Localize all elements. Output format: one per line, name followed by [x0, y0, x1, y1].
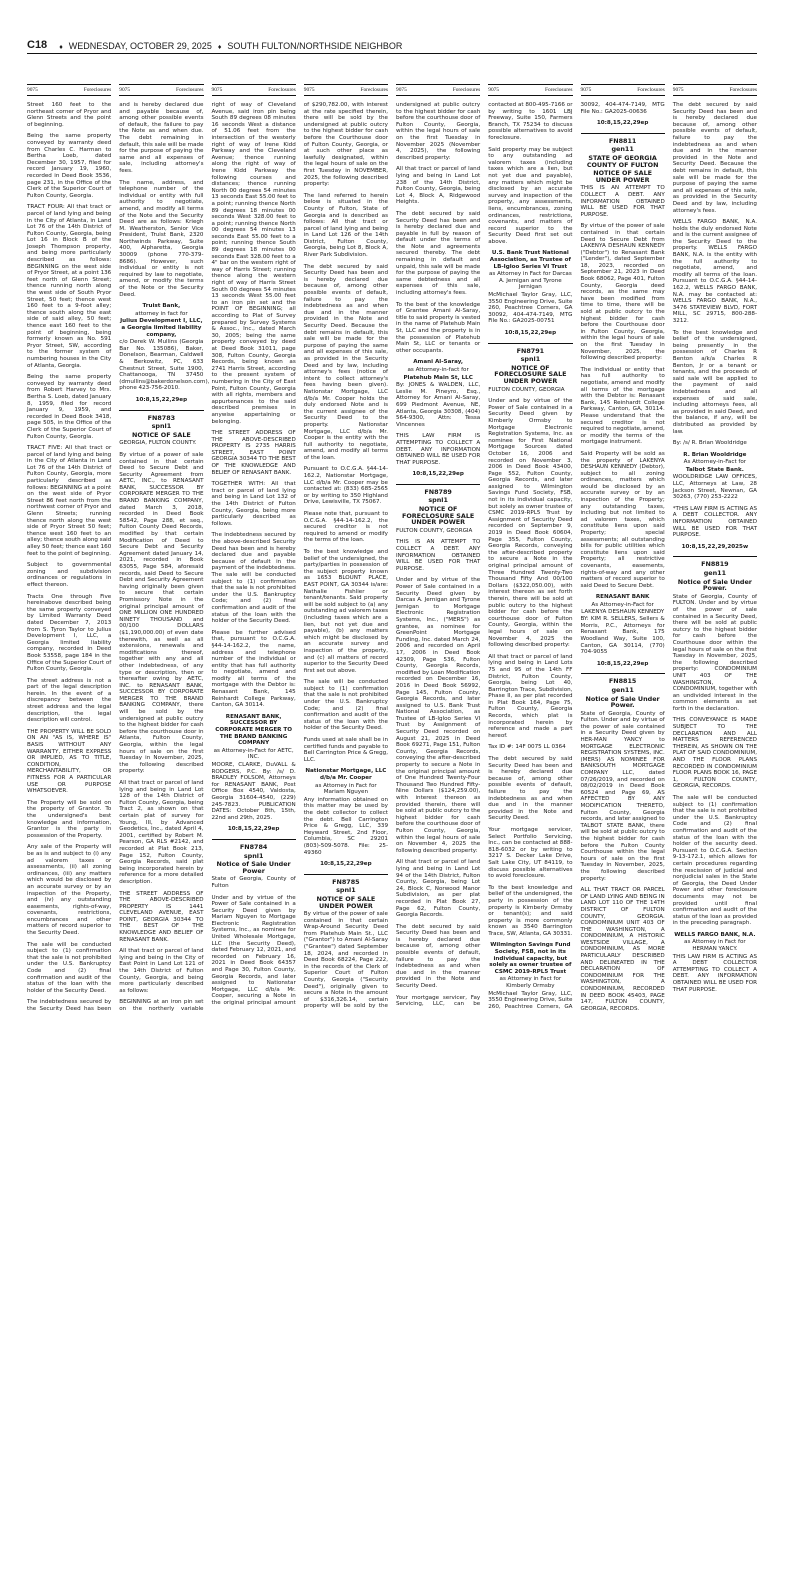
notice-paragraph: c/o Derek W. Mullins (Georgia Bar No. 135086), Baker, Donelson, Bearman, Caldwell & Berkowitz, PC, 633 Chestnut Street, Suite 1900, Chattanooga, TN 37450 (dmullins@bakerdonelson.com), phone 423-756-2010.: [119, 339, 210, 392]
notice-heading: FN8784: [239, 842, 268, 851]
notice-heading: STATE OF GEORGIA COUNTY OF FULTON: [586, 153, 659, 169]
notice-paragraph: WELLS FARGO BANK, N.A. holds the duly endorsed Note and is the current assignee of the Security Deed to the property. WELLS FARGO BANK, N.A. is the entity with the full authority to negotiate, amend, and modify all terms of the loan. Pursuant to O.C.G.A. §44-14-162.2, WELLS FARGO BANK, N.A. may be contacted at: WELLS FARGO BANK, N.A., 3476 STATEVIEW BLVD, FORT MILL, SC 29715, 800-288-3212.: [672, 219, 757, 324]
notice-heading: Notice of Sale Under Power.: [677, 577, 752, 593]
notice-paragraph: Said property may be subject to any outstanding ad valorem taxes (including taxes which are a lien, but not yet due and payable), any matters which might be disclosed by an accurate survey and inspection of the property, any assessments, liens, encumbrances, zoning ordinances, restrictions, covenants, and matters of record superior to the Security Deed first set out above.: [488, 146, 573, 245]
notice-paragraph: GEORGIA, FULTON COUNTY.: [119, 440, 197, 447]
notice-paragraph: Under and by virtue of the Power of Sale contained in a Security Deed given by Mariam Nguyen to Mortgage Electronic Registration Systems, Inc., as nominee for United Wholesale Mortgage, LLC (the Security Deed), dated February 12, 2021, and recorded on February 16, 2021 in Deed Book 64357 and Page 30, Fulton County, Georgia Records, and later assigned to Nationstar Mortgage, LLC d/b/a Mr. Cooper, securing a Note in the original principal amount of $290,782.00, with interest at the rate specified therein, there will be sold by the undersigned at public outcry to the highest bidder for cash before the Courthouse door of Fulton County, Georgia, or at such other place as lawfully designated, within the legal hours of sale on the first Tuesday in NOVEMBER, 2025, the following described property:: [211, 102, 388, 1006]
classified-category: Foreclosures: [452, 87, 481, 93]
notice-paragraph: To the best knowledge and belief of the undersigned, being presently in the possession of Charles R Benton a/k/a Charles R Benton, Jr or a tenant or tenants, and the proceeds of said sale will be applied to the payment of said indebtedness and all expenses of said sale, including attorneys fees, all as provided in said Deed, and the balance, if any, will be distributed as provided by law.: [672, 329, 757, 435]
notice-paragraph: THE STREET ADDRESS OF THE ABOVE-DESCRIBED PROPERTY IS 2735 HARRIS STREET, EAST POINT GEORGIA 30344 TO THE BEST OF THE KNOWLEDGE AND BELIEF OF RENASANT BANK.: [211, 430, 296, 476]
notice-party-name: WELLS FARGO BANK, N.A.: [674, 931, 756, 938]
classified-category: Foreclosures: [729, 87, 757, 93]
publication-run-dates: 10:8,15,22,29ep: [227, 826, 280, 833]
notice-paragraph: BEGINNING at an iron pin set on the northerly variable right of way of Cleveland Avenue, said iron pin being South 89 degrees 08 minutes 16 seconds West a distance of 51.06 feet from the intersection of the westerly right of way of Irene Kidd Parkway and the Cleveland Avenue; thence running along the right of way of Irene Kidd Parkway the following courses and distances; thence running North 00 degrees 54 minutes 13 seconds East 55.00 feet to a point; running thence North 89 degrees 18 minutes 00 seconds West 328.00 feet to a point; running thence North 00 degrees 54 minutes 13 seconds East 55.00 feet to a point; running thence South 89 degrees 18 minutes 00 seconds East 328.00 feet to a 4" bar on the western right of way of Harris Street; running thence along the western right of way of Harris Street South 00 degrees 54 minutes 13 seconds West 55.00 feet to an iron pin set and the POINT OF BEGINNING; all according to Plat of Survey prepared by Survey Systems & Assoc., Inc., dated March 30, 2005; being the same property conveyed by deed at Deed Book 31011, page 308, Fulton County, Georgia Records, being known as 2741 Harris Street, according to the present system of numbering in the City of East Point, Fulton County, Georgia with all rights, members and appurtenances to the said described premises in anywise appertaining or belonging.: [119, 102, 296, 1012]
notice-paragraph: The indebtedness secured by the above-described Security Deed has been and is hereby declared due and payable because of default in the payment of the indebtedness. The sale will be conducted subject to (1) confirmation that the sale is not prohibited under the U.S. Bankruptcy Code; and (2) final confirmation and audit of the status of the loan with the holder of the Security Deed.: [211, 532, 296, 625]
notice-heading: gen11: [611, 145, 634, 154]
notice-paragraph: The street address is not a part of the legal description herein. In the event of a discrepancy between the street address and the legal description, the legal description will control.: [27, 677, 112, 724]
notice-attorney-line: as Attorney in Fact for Kimberly Ormsby: [499, 976, 562, 990]
notice-paragraph: Please be further advised that, pursuant to O.C.G.A. §44-14-162.2, the name, address and telephone number of the individual or entity that has full authority to negotiate, amend and modify all terms of the mortgage with the Debtor is: Renasant Bank, 145 Reinhardt College Parkway, Canton, GA 30114.: [211, 629, 296, 709]
publication-run-dates: 10:8,15,22,29ep: [596, 660, 649, 667]
publication-run-dates: 10:8,15,22,29ep: [504, 330, 557, 336]
notice-paragraph: Subject to governmental zoning and subdivision ordinances or regulations in effect thereon.: [27, 562, 112, 588]
notice-heading: FN8815: [608, 677, 637, 686]
classified-code: 9075: [303, 87, 315, 93]
notice-paragraph: THIS CONVEYANCE IS MADE SUBJECT TO THE DECLARATION AND ALL MATTERS REFERENCED THEREIN, AS SHOWN ON THE PLAT OF SAID CONDOMINIUM, AND THE FLOOR PLANS RECORDED IN CONDOMINIUM FLOOR PLANS BOOK 16, PAGE 1, FULTON COUNTY, GEORGIA, RECORDS.: [672, 717, 757, 790]
notice-heading: NOTICE OF SALE UNDER POWER: [316, 894, 376, 910]
notice-party-name: RENASANT BANK, SUCCESSOR BY CORPORATE MERGER TO THE BRAND BANKING COMPANY: [215, 713, 292, 747]
notice-paragraph: McMichael Taylor Gray, LLC, 3550 Engineering Drive, Suite 260, Peachtree Corners, GA 30092, 404-474-7149, MTG File No.: GA2025-00751: [488, 292, 573, 325]
notice-paragraph: The debt secured by said Security Deed has been and is hereby declared due because of, among other possible events of default, failure to pay the indebtedness as and when due and in the manner provided in the Note and Security Deed. Because the debt remains in default, this sale will be made for the purpose of paying the same and all expenses of this sale, as provided in the Security Deed and by law, including attorney's fees (notice of intent to collect attorney's fees having been given). Nationstar Mortgage, LLC d/b/a Mr. Cooper holds the duly endorsed Note and is the current assignee of the Security Deed to the property. Nationstar Mortgage, LLC d/b/a Mr. Cooper is the entity with the full authority to negotiate, amend, and modify all terms of the loan.: [303, 263, 388, 461]
notice-heading: FN8789: [424, 487, 452, 496]
classified-category: Foreclosures: [83, 87, 112, 93]
notice-paragraph: Street 160 feet to the northeast corner of Pryor and Glenn Streets and the point of beginning.: [27, 102, 112, 128]
notice-paragraph: To the best knowledge and belief of the undersigned, the party in possession of the property is Kimberly Ormsby or tenant(s); and said property is more commonly known as 3540 Barrington Trace, SW, Atlanta, GA 30331.: [488, 884, 573, 937]
notice-paragraph: TRACT FIVE: All that tract or parcel of land lying and being in the City of Atlanta in Land Lot 76 of the 14th District of Fulton County, Georgia, more particularly described as follows: BEGINNING at a point on the west side of Pryor Street 86 feet north from the northwest corner of Pryor and Glenn Streets; running thence north along the west side of Pryor Street 50 feet; thence west 160 feet to an alley; thence south along said alley 50 feet; thence east 160 feet to the point of beginning.: [27, 445, 112, 557]
notice-paragraph: TOGETHER WITH: All that tract or parcel of land lying and being in Land Lot 132 of the 14th District of Fulton County, Georgia, being more particularly described as follows.: [211, 481, 296, 527]
notice-paragraph: All that tract or parcel of land lying and being in Land Lot 94 of the 14th District, Fulton County, Georgia, being Lot 24, Block C, Norwood Manor Subdivision, as per plat recorded in Plat Book 27, Page 62, Fulton County, Georgia Records.: [396, 859, 481, 919]
notice-paragraph: Said Property will be sold as the property of LAKENYA DESHAUN KENNEDY (Debtor), subject to all zoning ordinances, matters which would be disclosed by an accurate survey or by an inspection of the Property; any outstanding taxes, including but not limited to ad valorem taxes, which constitute liens upon said Property; special assessments; all outstanding bills for public utilities which constitute liens upon said Property; all restrictive covenants, easements, rights-of-way and any other matters of record superior to said Deed to Secure Debt.: [580, 450, 665, 589]
column-header: [488, 84, 572, 96]
notice-paragraph: All that tract or parcel of land lying and being in the City of East Point in Land Lot 121 of the 14th District of Fulton County, Georgia, and being more particularly described as follows:: [119, 948, 204, 994]
notice-party-name: U.S. Bank Trust National Association, as Trustee of LB-Igloo Series VI Trust: [489, 250, 571, 270]
notice-attorney-line: as Attorney in Fact for Darcas A. Jernigan and Tyrone Jernigan: [488, 271, 572, 291]
notice-paragraph: Funds used at sale shall be in certified funds and payable to Bell Carrington Price & Gregg, LLC.: [303, 737, 388, 763]
notice-paragraph: THIS LAW FIRM IS ATTEMPTING TO COLLECT A DEBT. ANY INFORMATION OBTAINED WILL BE USED FOR THAT PURPOSE.: [396, 433, 481, 466]
notice-party-name: Talbot State Bank.: [685, 466, 744, 473]
notice-paragraph: Under and by virtue of the Power of Sale contained in a Security Deed given by Kimberly Ormsby to Mortgage Electronic Registration Systems, Inc. as nominee for First National Mortgage Sources dated October 16, 2006 and recorded on November 3, 2006 in Deed Book 43400, Page 552, Fulton County, Georgia Records, and later assigned to Wilmington Savings Fund Society, FSB, not in its individual capacity, but solely as owner trustee of CSMC 2019-RPL5 Trust by Assignment of Security Deed recorded on September 9, 2019 in Deed Book 60604, Page 355, Fulton County, Georgia Records, conveying the after-described property to secure a Note in the original principal amount of Three Hundred Twenty-Two Thousand Fifty And 00/100 Dollars ($322,050.00), with interest thereon as set forth therein, there will be sold at public outcry to the highest bidder for cash before the courthouse door of Fulton County, Georgia, within the legal hours of sale on November 4, 2025 the following described property:: [488, 398, 573, 649]
notice-paragraph: THE STREET ADDRESS OF THE ABOVE-DESCRIBED PROPERTY IS 1441 CLEVELAND AVENUE, EAST POINT, GEORGIA 30344 TO THE BEST OF THE KNOWLEDGE AND BELIEF OF RENASANT BANK.: [119, 890, 204, 943]
classified-category: Foreclosures: [175, 87, 204, 93]
notice-paragraph: By virtue of the power of sale contained in that certain Wrap-Around Security Deed from Platehub Main St., LLC ("Grantor") to Amani Al-Saray ("Grantee") dated September 18, 2024, and recorded in Deed Book 68224, Page 222, in the records of the Clerk of Superior Court of Fulton County, Georgia ("Security Deed"), originally given to secure a Note in the amount of $316,326.14, certain property will be sold by the undersigned at public outcry to the highest bidder for cash before the courthouse door of Fulton County, Georgia, within the legal hours of sale on the first Tuesday in November 2025 (November 4, 2025), the following described property:: [303, 102, 481, 1010]
notice-paragraph: By: JONES & WALDEN, LLC, Leslie M. Pineyro, Esq., Attorney for Amani Al-Saray, 699 Piedmont Avenue, NE, Atlanta, Georgia 30308, (404) 564-9300, Attn: Tessa Vincennes: [396, 382, 481, 428]
classified-code: 9075: [580, 87, 592, 93]
classified-category: Foreclosures: [544, 87, 573, 93]
notice-paragraph: TRACT FOUR: All that tract or parcel of land lying and being in the City of Atlanta, in Land Lot 76 of the 14th District of Fulton County, Georgia, being Lot 16 in Block B of the Joseph Thompson property, and being more particularly described as follows: BEGINNING on the west side of Pryor Street, at a point 136 feet north of Glenn Street; thence running north along the west side of South Pryor Street, 50 feet; thence west 160 feet to a 9-foot alley; thence south along the east side of said alley, 50 feet; thence east 160 feet to the point of beginning, being formerly known as No. 591 Pryor Street, SW, according to the former system of numbering houses in the City of Atlanta, Georgia.: [27, 204, 112, 369]
notice-heading: FN8819: [701, 560, 729, 569]
notice-paragraph: To the best of the knowledge of Grantee Amani Al-Saray, title to said property is vested in the name of Platehub Main St, LLC and the property is in the possession of Platehub Main St, LLC or tenants or other occupants.: [396, 301, 481, 354]
notice-heading: FN8811: [608, 136, 637, 145]
notice-party-name: Wilmington Savings Fund Society, FSB, not in its individual capacity, but solely as owner trustee of CSMC 2019-RPL5 Trust: [489, 942, 572, 975]
notice-party-name: Truist Bank,: [142, 303, 181, 310]
column-header: [581, 84, 665, 96]
publication-run-dates: 10:8,15,22,29ep: [412, 471, 464, 478]
notice-heading: NOTICE OF SALE: [131, 430, 191, 439]
column-header: [119, 84, 203, 96]
classified-category: Foreclosures: [360, 87, 388, 93]
notice-paragraph: McMichael Taylor Gray, LLC, 3550 Engineering Drive, Suite 260, Peachtree Corners, GA 30092, 404-474-7149, MTG File No.: GA2025-00636: [488, 102, 665, 1010]
notice-paragraph: Tracts One through Five hereinabove described being the same property conveyed by Limited Warranty Deed dated December 7, 2013 from S. Tyron Taylor to Julius Development I, LLC, a Georgia limited liability company, recorded in Deed Book 53558, page 184 in the Office of the Superior Court of Fulton County, Georgia.: [27, 593, 112, 673]
notice-paragraph: WOOLDRIDGE LAW OFFICES, LLC, Attorneys at Law, 28 Jackson Street, Newnan, GA 30263, (770) 253-2222: [672, 474, 757, 501]
notice-party-name: Platehub Main St, LLC: [403, 374, 473, 381]
notice-paragraph: The Property will be sold on the property of Grantor. To the undersigned's best knowledge and information, Grantor is the party in possession of the Property.: [27, 799, 112, 839]
notice-paragraph: Please note that, pursuant to O.C.G.A. §44-14-162.2, the secured creditor is not required to amend or modify the terms of the loan.: [303, 511, 388, 544]
notice-paragraph: THIS IS AN ATTEMPT TO COLLECT A DEBT. ANY INFORMATION OBTAINED WILL BE USED FOR THAT PURPOSE.: [396, 539, 481, 572]
notice-attorney-line: attorney in fact for: [135, 310, 188, 317]
notice-paragraph: The sale will be conducted subject to (1) confirmation that the sale is not prohibited under the U.S. Bankruptcy Code; and (2) final confirmation and audit of the status of the loan with the holder of the Security Deed.: [303, 679, 388, 732]
notice-paragraph: The debt secured by said Security Deed has been and is hereby declared due because of, among other possible events of default, failure to pay the indebtedness as and when due and in the manner provided in the Note and Security Deed.: [396, 923, 481, 990]
column-header: [212, 84, 296, 96]
notice-heading: Notice of Sale Under Power: [216, 860, 291, 875]
classified-category: Foreclosures: [637, 87, 665, 93]
notice-divider: [488, 343, 572, 344]
notice-heading: Notice of Sale Under Power.: [585, 694, 660, 710]
diamond-separator-icon: ♦: [59, 44, 63, 51]
notice-paragraph: Any information obtained on this matter may be used by the debt collector to collect the debt. Bell Carrington Price & Gregg, LLC, 339 Heyward Street, 2nd Floor, Columbia, SC 29201 (803)-509-5078. File: 25-49360: [303, 796, 388, 856]
notice-paragraph: THIS IS AN ATTEMPT TO COLLECT A DEBT. ANY INFORMATION OBTAINED WILL BE USED FOR THAT PURPOSE.: [580, 185, 665, 218]
classified-code: 9075: [488, 87, 500, 93]
notice-divider: [212, 839, 296, 840]
publication-run-dates: 10:8,15,22,29ep: [596, 120, 649, 127]
notice-paragraph: State of Georgia, County of Fulton. Under and by virtue of the power of sale contained in a Security Deed given by HER-MAN YANCY to MORTGAGE ELECTRONIC REGISTRATION SYSTEMS, INC. (MERS) AS NOMINEE FOR BANKSOUTH MORTGAGE COMPANY LLC, dated 07/26/2019, and recorded on 08/02/2019 in Deed Book 60524 and Page 69, AS AFFECTED BY ANY MODIFICATION THERETO, Fulton County, Georgia records, and later assigned to TALBOT STATE BANK, there will be sold at public outcry to the highest bidder for cash before the Fulton County Courthouse within the legal hours of sale on the first Tuesday in November, 2025, the following described property:: [580, 710, 665, 882]
notice-paragraph: All that tract or parcel of land lying and being in Land Lots 75 and 95 of the 14th FF District, Fulton County, Georgia, being Lot 40, Barrington Trace, Subdivision, Phase II, as per plat recorded in Plat Book 164, Page 75, Fulton County, Georgia Records, which plat is incorporated herein by reference and made a part hereof.: [488, 653, 573, 739]
notice-heading: NOTICE OF FORECLOSURE SALE UNDER POWER: [494, 363, 567, 385]
notice-paragraph: FULTON COUNTY, GEORGIA: [396, 527, 473, 534]
notice-heading: gen11: [703, 569, 727, 577]
notice-heading: NOTICE OF FORECLOSURE SALE UNDER POWER: [401, 505, 475, 527]
notice-paragraph: The sale will be conducted subject to (1) confirmation that the sale is not prohibited under the U.S. Bankruptcy Code and (2) final confirmation and audit of the status of the loan with the holder of the Security Deed.: [27, 941, 112, 994]
notice-heading: spnl1: [243, 851, 264, 860]
diamond-separator-icon: ♦: [217, 44, 222, 51]
classified-code: 9075: [211, 87, 223, 93]
notice-attorney-line: As Attorney-in-Fact for: [683, 459, 747, 466]
publication-date: WEDNESDAY, OCTOBER 29, 2025: [68, 41, 212, 51]
notice-paragraph: The land referred to herein below is situated in the County of Fulton, State of Georgia and is described as follows: All that tract or parcel of land lying and being in Land Lot 126 of the 14th District, Fulton County, Georgia, being Lot 8, Block A, River Park Subdivision.: [303, 192, 388, 259]
notice-heading: FN8783: [147, 413, 176, 422]
notice-heading: spnl1: [428, 496, 448, 505]
notice-paragraph: Being the same property conveyed by warranty deed from Charles C. Harman to Bertha Loeb, dated December 30, 1957, filed for record January 19, 1960, recorded in Deed Book 3536, page 231, in the Office of the Clerk of the Superior Court of Fulton County, Georgia.: [27, 133, 112, 199]
notice-paragraph: Your mortgage servicer, Fay Servicing, LLC, can be contacted at 800-495-7166 or by writing to 1601 LBJ Freeway, Suite 150, Farmers Branch, TX 75234 to discuss possible alternatives to avoid foreclosure.: [396, 102, 573, 1008]
notice-heading: NOTICE OF SALE UNDER POWER: [593, 169, 653, 184]
notice-paragraph: Being the same property conveyed by warranty deed from Robert Harvey to Mrs. Bertha S. Loeb, dated January 8, 1959, filed for record January 9, 1959, and recorded in Deed Book 3418, page 505, in the Office of the Clerk of the Superior Court of Fulton County, Georgia.: [27, 374, 112, 440]
notice-paragraph: The debt secured by said Security Deed has been and is hereby declared due because of, among other possible events of default, failure to pay the indebtedness as and when due and in the manner provided in the Note and Security Deed.: [488, 756, 573, 822]
notice-paragraph: MOORE, CLARKE, DuVALL & RODGERS, P.C. By: /s/ D. BRADLEY FOLSOM, Attorneys for RENASANT BANK, Post Office Box 4540, Valdosta, Georgia 31604-4540, (229) 245-7823. PUBLICATION DATES: October 8th, 15th, 22nd and 29th, 2025.: [211, 762, 296, 821]
notice-paragraph: All that tract or parcel of land lying and being in Land Lot 128 of the 14th District of Fulton County, Georgia, being Tract 2, as shown on that certain plat of survey for Young, III, by Advanced Geodetics, Inc., dated April 4, 2001, certified by Robert M. Pearson, GA RLS #2142, and recorded at Plat Book 213, Page 152, Fulton County, Georgia Records, said plat being incorporated herein by reference for a more detailed description.: [119, 780, 204, 885]
notice-paragraph: FULTON COUNTY, GEORGIA: [488, 386, 565, 393]
notice-paragraph: The debt secured by said Security Deed has been and is hereby declared due and payable in full by reason of default under the terms of the Note and agreements secured thereby. The debt remaining in default and unpaid, this sale will be made for the purpose of paying the same debtedness and all expenses of this sale, including attorney's fees.: [396, 210, 481, 297]
notice-paragraph: Any sale of the Property will be as is and subject to (i) any ad valorem taxes or assessments, (ii) all zoning ordinances, (iii) any matters which would be disclosed by an accurate survey or by an inspection of the Property, and (iv) any outstanding easements, rights-of-way, covenants, restrictions, encumbrances and other matters of record superior to the Security Deed.: [27, 844, 112, 937]
column-header: [673, 84, 757, 96]
notice-attorney-line: as Attorney-in-fact for: [407, 366, 469, 373]
classified-category: Foreclosures: [268, 87, 296, 93]
notice-paragraph: The indebtedness secured by the Security Deed has been and is hereby declared due and payable because of, among other possible events of default, the failure to pay the Note as and when due. The debt remaining in default, this sale will be made for the purpose of paying the same and all expenses of sale, including attorney's fees.: [27, 102, 204, 1012]
column-header: [304, 84, 388, 96]
publication-run-dates: 10:8,15,22,29,2025w: [681, 543, 749, 550]
notice-heading: FN8785: [332, 877, 360, 886]
notice-paragraph: By virtue of a power of sale contained in that certain Deed to Secure Debt and Security Agreement from AETC, INC., to RENASANT BANK, SUCCESSOR BY CORPORATE MERGER TO THE BRAND BANKING COMPANY, dated March 3, 2018, recorded in Deed Book 58542, Page 288, et seq., Fulton County Deed Records, modified by that certain Modification of Deed to Secure Debt and Security Agreement dated January 14, 2021, recorded in Book 63055, Page 584, aforesaid records, said Deed to Secure Debt and Security Agreement having originally been given to secure that certain Promissory Note in the original principal amount of ONE MILLION ONE HUNDRED NINETY THOUSAND and 00/100 DOLLARS ($1,190,000.00) of even date therewith, as well as all extensions, renewals and modifications thereof, together with any and all other indebtedness, of any type or description, then or thereafter owing by AETC, INC. to RENASANT BANK, SUCCESSOR BY CORPORATE MERGER TO THE BRAND BANKING COMPANY, there will be sold by the undersigned at public outcry to the highest bidder for cash before the courthouse door in Atlanta, Fulton County, Georgia, within the legal hours of sale on the first Tuesday in November, 2025, the following described property:: [119, 451, 204, 775]
column-header: [396, 84, 480, 96]
notice-party-name: Julius Development I, LLC, a Georgia limited liability company,: [120, 318, 203, 338]
notice-paragraph: THIS LAW FIRM IS ACTING AS A DEBT COLLECTOR ATTEMPTING TO COLLECT A DEBT. ANY INFORMATION OBTAINED WILL BE USED FOR THAT PURPOSE.: [672, 953, 757, 993]
notice-paragraph: Your mortgage servicer, Select Portfolio Servicing, Inc., can be contacted at 888-818-6032 or by writing to 3217 S. Decker Lake Drive, Salt Lake City, UT 84119, to discuss possible alternatives to avoid foreclosure.: [488, 826, 573, 880]
classified-code: 9075: [396, 87, 407, 93]
notice-paragraph: State of Georgia, County of Fulton: [211, 876, 296, 889]
notice-heading: spnl1: [520, 355, 541, 364]
classified-code: 9075: [672, 87, 684, 93]
notice-paragraph: The sale will be conducted subject to (1) confirmation that the sale is not prohibited under the U.S. Bankruptcy Code and (2) final confirmation and audit of the status of the loan with the holder of the security deed. Pursuant to O.C.G.A. Section 9-13-172.1, which allows for certain procedures regarding the rescission of judicial and nonjudicial sales in the State of Georgia, the Deed Under Power and other foreclosure documents may not be provided until final confirmation and audit of the status of the loan as provided in the preceding paragraph.: [672, 795, 757, 927]
notice-paragraph: State of Georgia, County of FULTON. Under and by virtue of the power of sale contained in a Security Deed, there will be sold at public outcry to the highest bidder for cash before the Courthouse door within the legal hours of sale on the first Tuesday in November, 2025, the following described property: CONDOMINIUM UNIT 403 OF THE WASHINGTON, A CONDOMINIUM, together with an undivided interest in the common elements as set forth in the declaration.: [672, 593, 757, 712]
notice-heading: spnl1: [151, 422, 172, 431]
notice-paragraph: By: /s/ R. Brian Wooldridge: [672, 440, 747, 447]
notice-divider: [673, 556, 757, 557]
notice-party-name: RENASANT BANK: [595, 594, 650, 601]
notice-attorney-line: As Attorney-in-Fact for LAKENYA DESHAUN KENNEDY: [581, 601, 665, 615]
legal-notices-body: [27, 102, 757, 1572]
notice-divider: [581, 133, 665, 134]
publication-run-dates: 10:8,15,22,29ep: [320, 861, 372, 868]
notice-paragraph: All that tract or parcel of land lying and being in Land Lot 238 of the 14th District, Fulton County, Georgia, being Lot 4, Block A, Ridgewood Heights.: [396, 166, 481, 206]
notice-attorney-line: as Attorney in Fact for HERMAN YANCY.: [684, 939, 746, 953]
notice-paragraph: The debt secured by said Security Deed has been and is hereby declared due because of, among other possible events of default, failure to pay the indebtedness as and when due and in the manner provided in the Note and Security Deed. Because the debt remains in default, this sale will be made for the purpose of paying the same and all expenses of this sale, as provided in the Security Deed and by law, including attorney's fees.: [672, 102, 757, 214]
notice-paragraph: Tax ID #: 14F 0075 LL 0364: [488, 744, 566, 751]
notice-paragraph: By virtue of the power of sale contained in that certain Deed to Secure Debt from LAKENYA DESHAUN KENNEDY ("Debtor") to Renasant Bank ("Lender"), dated September 18, 2023, recorded on September 21, 2023 in Deed Book 68062, Page 401, Fulton County, Georgia deed records, as the same may have been modified from time to time, there will be sold at public outcry to the highest bidder for cash before the Courthouse door in Fulton County, Georgia, within the legal hours of sale on the first Tuesday in November, 2025, the following described property:: [580, 223, 665, 362]
notice-paragraph: The individual or entity that has full authority to negotiate, amend and modify all terms of the mortgage with the Debtor is: Renasant Bank, 145 Reinhardt College Parkway, Canton, GA, 30114. Please understand that the secured creditor is not required to negotiate, amend, or modify the terms of the mortgage instrument.: [580, 366, 665, 446]
notice-attorney-line: as Attorney-in-Fact for AETC, INC.: [213, 747, 294, 761]
notice-divider: [396, 484, 480, 485]
notice-heading: FN8791: [516, 346, 545, 355]
page-number: C18: [27, 39, 48, 51]
notice-paragraph: BY: KIM R. SELLERS, Sellers & Morris, P.C., Attorneys for Renasant Bank, 175 Woodland Way, Suite 100, Canton, GA 30114, (770) 704-9055: [580, 616, 665, 656]
notice-party-name: Amani Al-Saray,: [413, 359, 464, 366]
notice-divider: [304, 874, 388, 875]
notice-party-name: Nationstar Mortgage, LLC d/b/a Mr. Cooper: [305, 768, 387, 781]
notice-heading: gen11: [611, 685, 634, 694]
notice-divider: [581, 673, 665, 674]
publication-run-dates: 10:8,15,22,29ep: [135, 396, 188, 403]
publication-name: SOUTH FULTON/NORTHSIDE NEIGHBOR: [227, 41, 403, 51]
notice-paragraph: The name, address, and telephone number of the individual or entity with full authority to negotiate, amend, and modify all terms of the Note and the Security Deed are as follows: Kriegh M. Weatherston, Senior Vice President, Truist Bank, 2320 Northwinds Parkway, Suite 400, Alpharetta, Georgia 30009 (phone 770-379-8686). However, such individual or entity is not required by law to negotiate, amend, or modify the terms of the Note or the Security Deed.: [119, 179, 204, 298]
column-header: [27, 84, 111, 96]
notice-paragraph: *THIS LAW FIRM IS ACTING AS A DEBT COLLECTOR. ANY INFORMATION OBTAINED WILL BE USED FOR THAT PURPOSE.: [672, 505, 757, 539]
page-masthead: [27, 38, 757, 54]
notice-attorney-line: as Attorney in Fact for Mariam Nguyen: [315, 782, 377, 796]
notice-paragraph: THE PROPERTY WILL BE SOLD ON AN "AS IS, WHERE IS" BASIS WITHOUT ANY WARRANTY, EITHER EXPRESS OR IMPLIED, AS TO TITLE, CONDITION, MERCHANTABILITY, OR FITNESS FOR A PARTICULAR USE OR PURPOSE WHATSOEVER.: [27, 728, 112, 795]
classified-code: 9075: [119, 87, 131, 93]
notice-divider: [119, 410, 203, 411]
notice-paragraph: Pursuant to O.C.G.A. §44-14-162.2, Nationstar Mortgage, LLC d/b/a Mr. Cooper may be contacted at: (833) 685-2565 or by writing to 350 Highland Drive, Lewisville, TX 75067.: [303, 466, 388, 506]
classified-code: 9075: [27, 87, 38, 93]
notice-paragraph: ALL THAT TRACT OR PARCEL OF LAND LYING AND BEING IN LAND LOT 110 OF THE 14TH DISTRICT OF FULTON COUNTY, GEORGIA. CONDOMINIUM UNIT 403 OF THE WASHINGTON, A CONDOMINIUM, A HISTORIC WESTSIDE VILLAGE, A CONDOMINIUM, AS MORE PARTICULARLY DESCRIBED AND DELINEATED IN THE DECLARATION OF CONDOMINIUM FOR THE WASHINGTON, A CONDOMINIUM, RECORDED IN DEED BOOK 45403, PAGE 147, FULTON COUNTY, GEORGIA, RECORDS.: [580, 887, 665, 1012]
notice-party-name: R. Brian Wooldridge: [683, 451, 747, 458]
notice-paragraph: To the best knowledge and belief of the undersigned, the party/parties in possession of the subject property known as 1653 BLOUNT PLACE, EAST POINT, GA 30344 is/are: Nathalie Fishlier or tenant/tenants. Said property will be sold subject to (a) any outstanding ad valorem taxes (including taxes which are a lien, but not yet due and payable), (b) any matters which might be disclosed by an accurate survey and inspection of the property, and (c) all matters of record superior to the Security Deed first set out above.: [303, 549, 388, 674]
notice-heading: spnl1: [336, 886, 356, 895]
notice-paragraph: Under and by virtue of the Power of Sale contained in a Security Deed given by Darcas A. Jernigan and Tyrone Jernigan to Mortgage Electronic Registration Systems, Inc., ("MERS") as grantee, as nominee for GreenPoint Mortgage Funding, Inc. dated March 24, 2006 and recorded on April 17, 2006 in Deed Book 42309, Page 536, Fulton County, Georgia Records, modified by Loan Modification recorded on December 16, 2016 in Deed Book 56992, Page 145, Fulton County, Georgia Records, and later assigned to U.S. Bank Trust National Association, as Trustee of LB-Igloo Series VI Trust by Assignment of Security Deed recorded on August 21, 2025 in Deed Book 69271, Page 151, Fulton County, Georgia Records, conveying the after-described property to secure a Note in the original principal amount of One Hundred Twenty-Four Thousand Two Hundred Fifty-Nine Dollars ($124,259.00), with interest thereon as provided therein, there will be sold at public outcry to the highest bidder for cash before the courthouse door of Fulton County, Georgia, within the legal hours of sale on November 4, 2025 the following described property:: [396, 577, 481, 854]
column-headers: [27, 84, 757, 96]
